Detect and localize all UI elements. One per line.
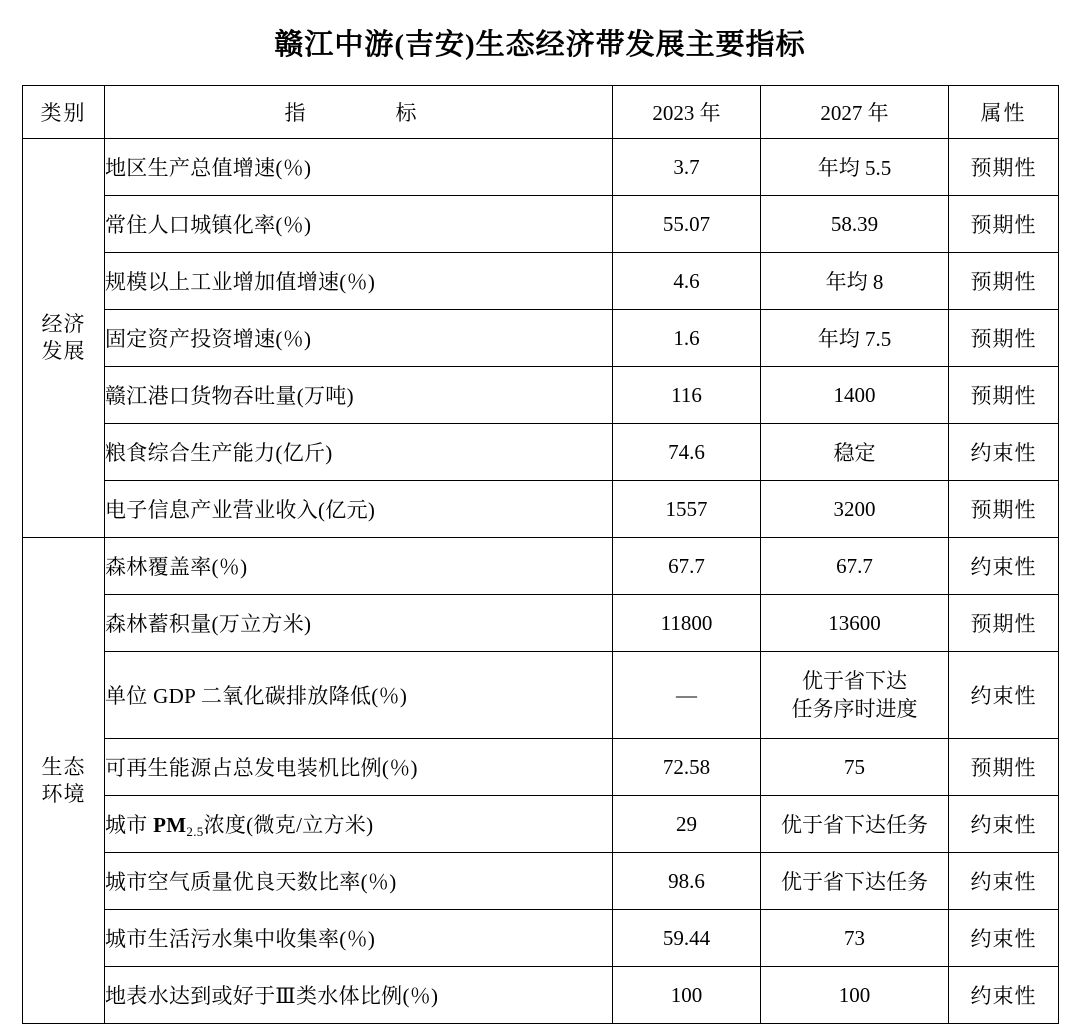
header-year-2027: 2027 年 [761, 86, 949, 139]
attribute-value: 预期性 [949, 367, 1059, 424]
indicator-label: 森林蓄积量(万立方米) [105, 595, 613, 652]
attribute-value: 预期性 [949, 310, 1059, 367]
table-row [23, 853, 1059, 910]
value-2023: 74.6 [613, 424, 761, 481]
value-2023: 55.07 [613, 196, 761, 253]
attribute-value: 约束性 [949, 538, 1059, 595]
table-row [23, 196, 1059, 253]
table-row [23, 253, 1059, 310]
indicator-label: 单位 GDP 二氧化碳排放降低(％) [105, 652, 613, 739]
value-2027: 优于省下达任务 [761, 796, 949, 853]
table-row [23, 367, 1059, 424]
value-2027: 年均 5.5 [761, 139, 949, 196]
indicator-label: 赣江港口货物吞吐量(万吨) [105, 367, 613, 424]
attribute-value: 预期性 [949, 253, 1059, 310]
value-2023: 72.58 [613, 739, 761, 796]
table-row [23, 796, 1059, 853]
attribute-value: 约束性 [949, 967, 1059, 1024]
header-indicator: 指 标 [105, 86, 613, 139]
table-row [23, 967, 1059, 1024]
value-2027: 稳定 [761, 424, 949, 481]
table-row [23, 739, 1059, 796]
indicator-label: 城市空气质量优良天数比率(％) [105, 853, 613, 910]
table-row [23, 310, 1059, 367]
table-header-row [23, 86, 1059, 139]
value-2027: 优于省下达 任务序时进度 [761, 652, 949, 739]
value-2023: 11800 [613, 595, 761, 652]
page-title: 赣江中游(吉安)生态经济带发展主要指标 [274, 29, 806, 61]
header-category: 类别 [23, 86, 105, 139]
category-cell-environment: 生态 环境 [23, 538, 105, 1024]
indicator-label: 地区生产总值增速(％) [105, 139, 613, 196]
attribute-value: 约束性 [949, 424, 1059, 481]
indicator-label: 规模以上工业增加值增速(％) [105, 253, 613, 310]
value-2023: 1557 [613, 481, 761, 538]
header-year-2023: 2023 年 [613, 86, 761, 139]
value-2027: 67.7 [761, 538, 949, 595]
attribute-value: 预期性 [949, 739, 1059, 796]
value-2023: 1.6 [613, 310, 761, 367]
value-2023: 100 [613, 967, 761, 1024]
main-indicator-table [22, 85, 1059, 1024]
value-2023: 3.7 [613, 139, 761, 196]
value-2027: 58.39 [761, 196, 949, 253]
attribute-value: 约束性 [949, 652, 1059, 739]
indicator-label: 地表水达到或好于Ⅲ类水体比例(％) [105, 967, 613, 1024]
attribute-value: 预期性 [949, 139, 1059, 196]
attribute-value: 约束性 [949, 796, 1059, 853]
table-row [23, 139, 1059, 196]
value-2023: 98.6 [613, 853, 761, 910]
table-row [23, 595, 1059, 652]
attribute-value: 预期性 [949, 595, 1059, 652]
attribute-value: 约束性 [949, 853, 1059, 910]
value-2027: 3200 [761, 481, 949, 538]
value-2027: 75 [761, 739, 949, 796]
indicator-label: 电子信息产业营业收入(亿元) [105, 481, 613, 538]
table-row [23, 910, 1059, 967]
table-row [23, 424, 1059, 481]
value-2027: 1400 [761, 367, 949, 424]
table-row [23, 481, 1059, 538]
attribute-value: 约束性 [949, 910, 1059, 967]
value-2027: 年均 7.5 [761, 310, 949, 367]
indicator-label: 城市 $PM_{2.5}$浓度(微克/立方米) [105, 796, 613, 853]
value-2023: 29 [613, 796, 761, 853]
indicator-label: 常住人口城镇化率(％) [105, 196, 613, 253]
table-header [23, 86, 1059, 139]
value-2023: 59.44 [613, 910, 761, 967]
attribute-value: 预期性 [949, 481, 1059, 538]
table-row [23, 652, 1059, 739]
value-2027: 13600 [761, 595, 949, 652]
value-2027: 100 [761, 967, 949, 1024]
value-2023: 116 [613, 367, 761, 424]
value-2027: 73 [761, 910, 949, 967]
category-cell-economy: 经济 发展 [23, 139, 105, 538]
table-row [23, 538, 1059, 595]
value-2023: 67.7 [613, 538, 761, 595]
value-2023: — [613, 652, 761, 739]
indicator-label: 固定资产投资增速(％) [105, 310, 613, 367]
value-2023: 4.6 [613, 253, 761, 310]
indicator-label: 森林覆盖率(％) [105, 538, 613, 595]
header-attribute: 属性 [949, 86, 1059, 139]
value-2027: 年均 8 [761, 253, 949, 310]
indicator-label: 粮食综合生产能力(亿斤) [105, 424, 613, 481]
indicator-label: 可再生能源占总发电装机比例(％) [105, 739, 613, 796]
attribute-value: 预期性 [949, 196, 1059, 253]
value-2027: 优于省下达任务 [761, 853, 949, 910]
table-body [23, 139, 1059, 1024]
indicator-label: 城市生活污水集中收集率(％) [105, 910, 613, 967]
